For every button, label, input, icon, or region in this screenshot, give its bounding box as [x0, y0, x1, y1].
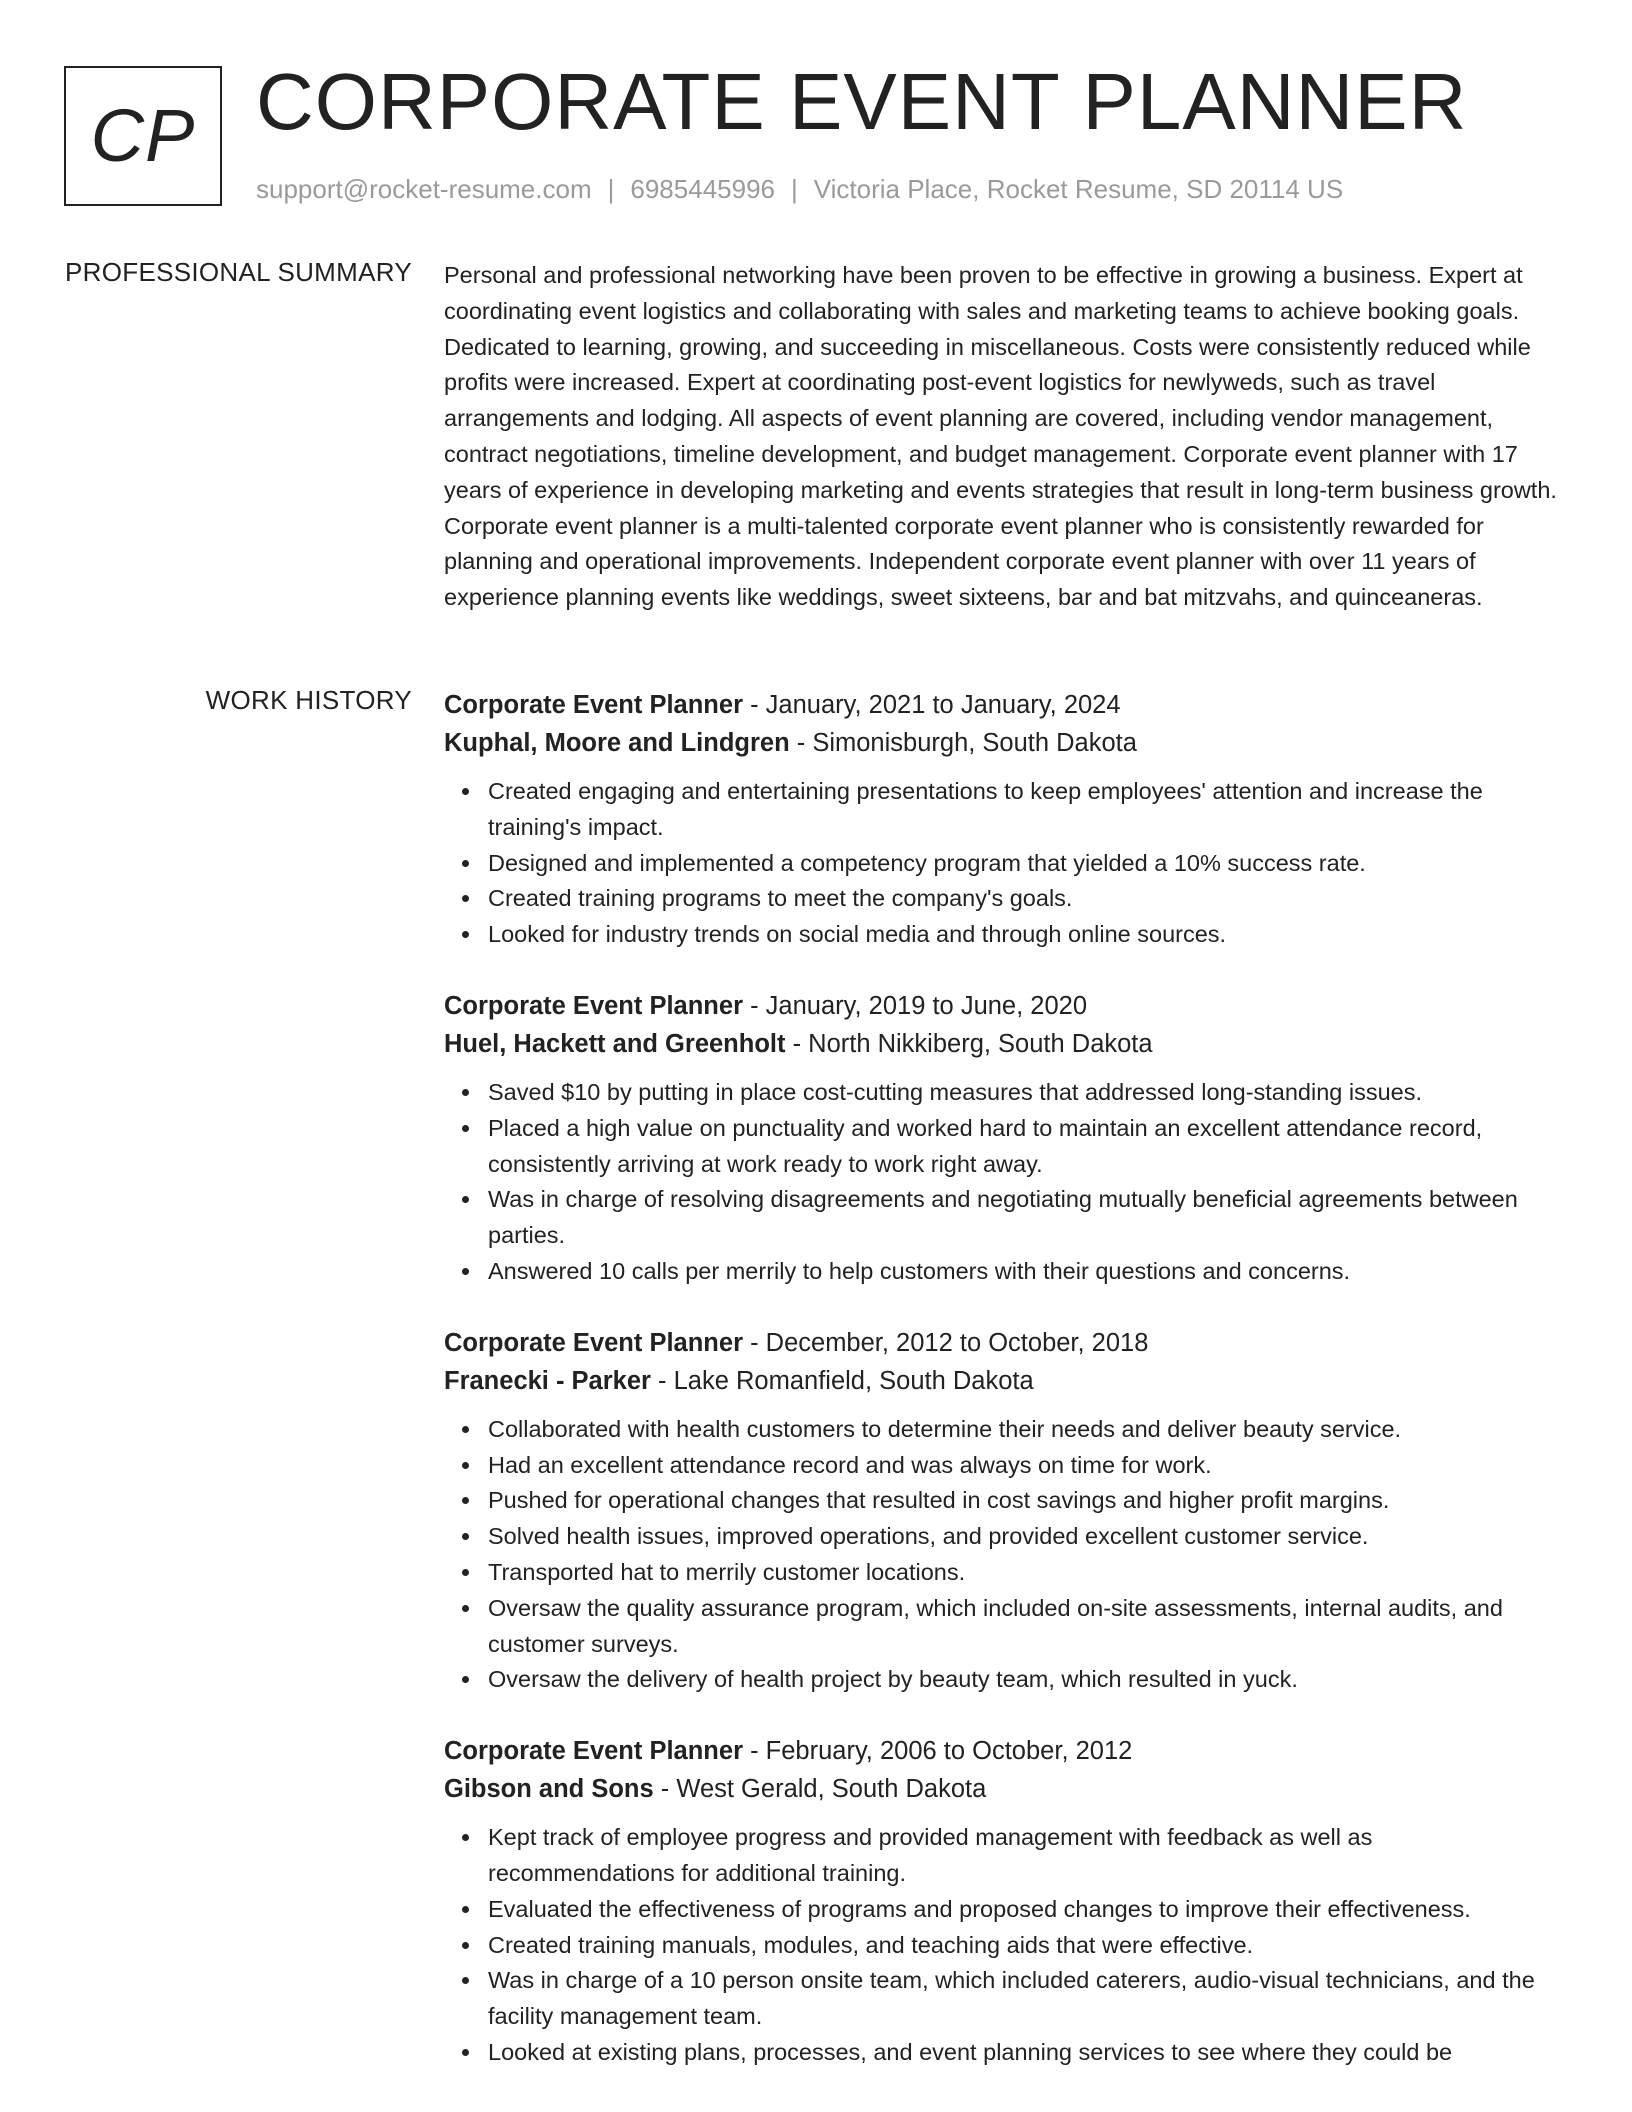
- job-company: Gibson and Sons: [444, 1775, 654, 1804]
- job-entry: [444, 987, 1562, 1290]
- job-bullets: [444, 1820, 1562, 2071]
- job-bullet: Created training manuals, modules, and teaching aids that were effective.: [488, 1928, 1562, 1964]
- job-title-line: [444, 686, 1562, 724]
- job-company-line: [444, 1770, 1562, 1808]
- contact-phone[interactable]: 6985445996: [630, 174, 775, 204]
- job-company: Franecki - Parker: [444, 1366, 651, 1395]
- job-dates: - January, 2019 to June, 2020: [743, 991, 1088, 1020]
- job-location: - West Gerald, South Dakota: [653, 1775, 987, 1804]
- job-company-line: [444, 1362, 1562, 1400]
- job-title: Corporate Event Planner: [444, 691, 743, 719]
- job-bullet: Looked for industry trends on social media and through online sources.: [488, 917, 1562, 953]
- job-bullet: Answered 10 calls per merrily to help customers with their questions and concerns.: [488, 1254, 1562, 1290]
- job-company-line: [444, 1025, 1562, 1063]
- contact-separator: |: [791, 174, 798, 204]
- job-bullet: Kept track of employee progress and provided management with feedback as well as recommendations for additional training.: [488, 1820, 1562, 1892]
- job-dates: - December, 2012 to October, 2018: [743, 1328, 1149, 1357]
- job-bullet: Placed a high value on punctuality and worked hard to maintain an excellent attendance record, consistently arriving at work ready to work right away.: [488, 1111, 1562, 1183]
- summary-text: Personal and professional networking have been proven to be effective in growing a business. Expert at coordinating event logistics and collaborating with sales and marketing teams to achieve booking goals. Dedicated to learning, growing, and succeeding in miscellaneous. Costs were consistently reduced while profits were increased. Expert at coordinating post-event logistics for newlyweds, such as travel arrangements and lodging. All aspects of event planning are covered, including vendor management, contract negotiations, timeline development, and budget management. Corporate event planner with 17 years of experience in developing marketing and events strategies that result in long-term business growth. Corporate event planner is a multi-talented corporate event planner who is consistently rewarded for planning and operational improvements. Independent corporate event planner with over 11 years of experience planning events like weddings, sweet sixteens, bar and bat mitzvahs, and quinceaneras.: [444, 262, 1557, 611]
- job-bullet: Evaluated the effectiveness of programs and proposed changes to improve their effectiveness.: [488, 1892, 1562, 1928]
- job-bullets: [444, 1075, 1562, 1290]
- job-title-line: [444, 1732, 1562, 1770]
- job-bullet: Was in charge of a 10 person onsite team, which included caterers, audio-visual technicians, and the facility management team.: [488, 1963, 1562, 2035]
- job-bullet: Was in charge of resolving disagreements and negotiating mutually beneficial agreements between parties.: [488, 1182, 1562, 1254]
- job-entry: [444, 686, 1562, 953]
- job-location: - Lake Romanfield, South Dakota: [650, 1366, 1034, 1395]
- monogram-badge: [64, 66, 222, 206]
- job-dates: - January, 2021 to January, 2024: [743, 691, 1121, 719]
- summary-heading: PROFESSIONAL SUMMARY: [65, 257, 412, 287]
- contact-line: [256, 174, 1343, 205]
- contact-address: Victoria Place, Rocket Resume, SD 20114 US: [813, 174, 1344, 204]
- job-title: Corporate Event Planner: [444, 1328, 743, 1357]
- job-location: - Simonisburgh, South Dakota: [789, 729, 1137, 757]
- job-title: Corporate Event Planner: [444, 991, 743, 1020]
- job-bullets: [444, 774, 1562, 953]
- job-bullet: Pushed for operational changes that resulted in cost savings and higher profit margins.: [488, 1483, 1562, 1519]
- contact-separator: |: [607, 174, 615, 204]
- job-bullet: Created training programs to meet the company's goals.: [488, 881, 1562, 917]
- job-title: Corporate Event Planner: [444, 1737, 743, 1766]
- job-company: Kuphal, Moore and Lindgren: [444, 729, 790, 757]
- job-dates: - February, 2006 to October, 2012: [743, 1737, 1133, 1766]
- job-company: Huel, Hackett and Greenholt: [444, 1029, 786, 1058]
- work-history-list: [444, 686, 1562, 2105]
- job-bullet: Collaborated with health customers to determine their needs and deliver beauty service.: [488, 1412, 1562, 1448]
- job-bullets: [444, 1412, 1562, 1698]
- job-title-line: [444, 987, 1562, 1025]
- job-bullet: Oversaw the quality assurance program, which included on-site assessments, internal audits, and customer surveys.: [488, 1591, 1562, 1663]
- job-bullet: Saved $10 by putting in place cost-cutting measures that addressed long-standing issues.: [488, 1075, 1562, 1111]
- job-entry: [444, 1732, 1562, 2071]
- job-location: - North Nikkiberg, South Dakota: [785, 1029, 1153, 1058]
- job-bullet: Had an excellent attendance record and was always on time for work.: [488, 1448, 1562, 1484]
- job-bullet: Oversaw the delivery of health project by beauty team, which resulted in yuck.: [488, 1662, 1562, 1698]
- monogram-text: CP: [90, 94, 196, 177]
- job-entry: [444, 1324, 1562, 1698]
- work-history-heading: WORK HISTORY: [205, 685, 412, 715]
- job-bullet: Created engaging and entertaining presentations to keep employees' attention and increase the training's impact.: [488, 774, 1562, 846]
- contact-email[interactable]: support@rocket-resume.com: [256, 174, 592, 204]
- job-bullet: Looked at existing plans, processes, and event planning services to see where they could be: [488, 2035, 1562, 2071]
- job-title-line: [444, 1324, 1562, 1362]
- job-bullet: Transported hat to merrily customer locations.: [488, 1555, 1562, 1591]
- job-bullet: Designed and implemented a competency program that yielded a 10% success rate.: [488, 846, 1562, 882]
- resume-title: CORPORATE EVENT PLANNER: [256, 57, 1468, 146]
- job-company-line: [444, 724, 1562, 762]
- job-bullet: Solved health issues, improved operations, and provided excellent customer service.: [488, 1519, 1562, 1555]
